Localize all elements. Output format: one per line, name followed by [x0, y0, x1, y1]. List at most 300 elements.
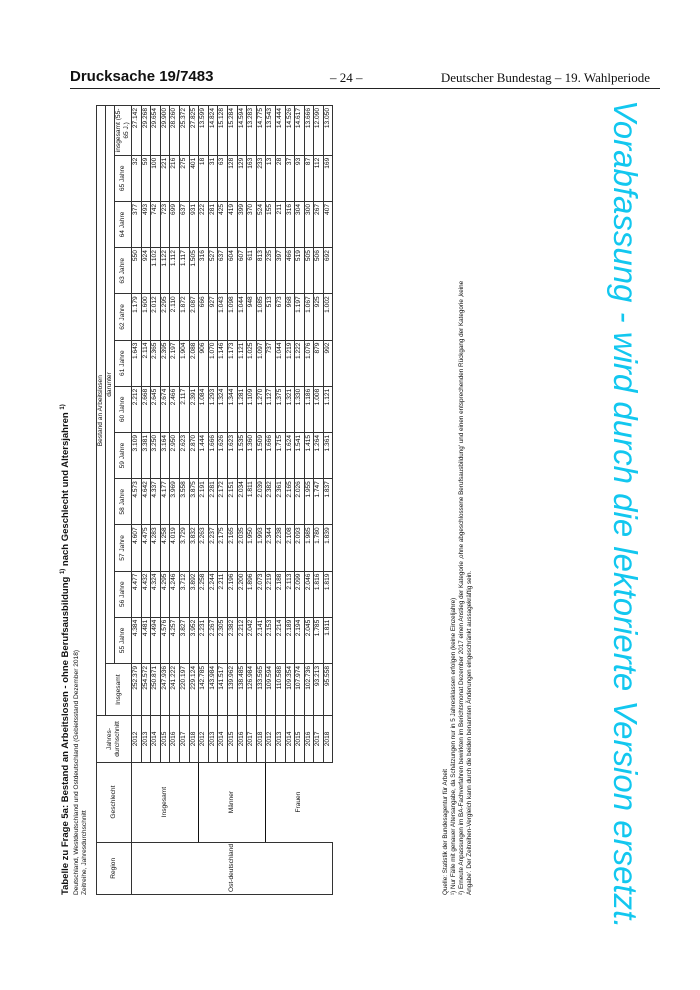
value-cell: 93.213: [314, 663, 324, 715]
table-row: [266, 106, 276, 895]
value-cell: 1.097: [256, 340, 266, 386]
value-cell: 14.775: [256, 106, 266, 156]
value-cell: 4.384: [132, 617, 142, 663]
value-cell: 1.044: [275, 340, 285, 386]
value-cell: 1.780: [314, 525, 324, 571]
value-cell: 742: [151, 201, 161, 247]
col-header-age: 64 Jahre: [115, 201, 132, 247]
col-header-age: 63 Jahre: [115, 248, 132, 294]
value-cell: 2.382: [227, 617, 237, 663]
value-cell: 27.825: [189, 106, 199, 156]
value-cell: 95.558: [323, 663, 333, 715]
document-number: [70, 68, 213, 85]
value-cell: 1.109: [247, 386, 257, 432]
value-cell: 2.237: [208, 525, 218, 571]
value-cell: 4.642: [141, 479, 151, 525]
value-cell: 12.090: [314, 106, 324, 156]
value-cell: 1.541: [295, 432, 305, 478]
value-cell: 1.623: [227, 432, 237, 478]
value-cell: 2.623: [179, 432, 189, 478]
value-cell: 1.950: [247, 525, 257, 571]
value-cell: 1.127: [266, 386, 276, 432]
value-cell: 1.025: [247, 340, 257, 386]
year-cell: 2018: [256, 716, 266, 762]
table-row: [132, 106, 142, 895]
value-cell: 3.832: [189, 525, 199, 571]
value-cell: 524: [256, 201, 266, 247]
value-cell: 1.839: [323, 525, 333, 571]
value-cell: 142.785: [199, 663, 209, 715]
value-cell: 14.824: [208, 106, 218, 156]
value-cell: 29.900: [160, 106, 170, 156]
year-cell: 2015: [227, 716, 237, 762]
value-cell: 425: [218, 201, 228, 247]
year-cell: 2012: [266, 716, 276, 762]
value-cell: 211: [275, 201, 285, 247]
value-cell: 2.238: [275, 525, 285, 571]
value-cell: 138.485: [237, 663, 247, 715]
value-cell: 32: [132, 155, 142, 201]
value-cell: 2.175: [218, 525, 228, 571]
value-cell: 931: [189, 201, 199, 247]
value-cell: 505: [304, 248, 314, 294]
value-cell: 316: [285, 201, 295, 247]
value-cell: 4.494: [151, 617, 161, 663]
value-cell: 3.250: [151, 432, 161, 478]
value-cell: 924: [141, 248, 151, 294]
value-cell: 2.200: [237, 571, 247, 617]
value-cell: 399: [237, 201, 247, 247]
value-cell: 1.505: [189, 248, 199, 294]
col-header-age: 58 Jahre: [115, 479, 132, 525]
value-cell: 109.594: [266, 663, 276, 715]
watermark: Vorabfassung - wird durch die lektorierte Version ersetzt.: [607, 100, 644, 929]
value-cell: 2.214: [275, 617, 285, 663]
col-header-age: 57 Jahre: [115, 525, 132, 571]
value-cell: 3.164: [160, 432, 170, 478]
value-cell: 4.324: [151, 571, 161, 617]
value-cell: 637: [179, 201, 189, 247]
value-cell: 15.284: [227, 106, 237, 156]
value-cell: 2.042: [247, 617, 257, 663]
value-cell: 221: [160, 155, 170, 201]
col-header-age: 62 Jahre: [115, 294, 132, 340]
gender-label: Männer: [199, 762, 266, 842]
year-cell: 2017: [314, 716, 324, 762]
value-cell: 927: [208, 294, 218, 340]
data-table: [96, 105, 333, 895]
value-cell: 1.084: [199, 386, 209, 432]
value-cell: 2.258: [199, 571, 209, 617]
value-cell: 27.142: [132, 106, 142, 156]
value-cell: 126.984: [247, 663, 257, 715]
value-cell: 879: [314, 340, 324, 386]
value-cell: 13.543: [266, 106, 276, 156]
value-cell: 493: [141, 201, 151, 247]
value-cell: 2.196: [227, 571, 237, 617]
value-cell: 1.415: [304, 432, 314, 478]
value-cell: 1.270: [256, 386, 266, 432]
value-cell: 1.117: [179, 248, 189, 294]
value-cell: 1.811: [323, 617, 333, 663]
value-cell: 1.375: [275, 386, 285, 432]
value-cell: 222: [199, 201, 209, 247]
year-cell: 2015: [160, 716, 170, 762]
year-cell: 2014: [151, 716, 161, 762]
value-cell: 2.113: [285, 571, 295, 617]
value-cell: 407: [323, 201, 333, 247]
value-cell: 220.197: [179, 663, 189, 715]
value-cell: 3.109: [132, 432, 142, 478]
value-cell: 2.365: [151, 340, 161, 386]
value-cell: 1.361: [323, 432, 333, 478]
value-cell: 2.087: [189, 294, 199, 340]
value-cell: 28: [275, 155, 285, 201]
value-cell: 133.565: [256, 663, 266, 715]
value-cell: 281: [208, 201, 218, 247]
value-cell: 1.197: [295, 294, 305, 340]
value-cell: 2.165: [227, 525, 237, 571]
value-cell: 666: [199, 294, 209, 340]
value-cell: 1.293: [208, 386, 218, 432]
value-cell: 1.624: [285, 432, 295, 478]
value-cell: 13.666: [304, 106, 314, 156]
value-cell: 1.102: [151, 248, 161, 294]
year-cell: 2017: [247, 716, 257, 762]
year-cell: 2016: [237, 716, 247, 762]
value-cell: 4.246: [170, 571, 180, 617]
value-cell: 141.517: [218, 663, 228, 715]
value-cell: 14.617: [295, 106, 305, 156]
value-cell: 2.153: [266, 617, 276, 663]
year-cell: 2018: [189, 716, 199, 762]
value-cell: 2.191: [199, 479, 209, 525]
value-cell: 2.219: [266, 571, 276, 617]
value-cell: 1.747: [314, 479, 324, 525]
value-cell: 1.173: [227, 340, 237, 386]
table-title: [60, 404, 71, 895]
value-cell: 1.219: [285, 340, 295, 386]
value-cell: 13.283: [247, 106, 257, 156]
value-cell: 235: [266, 248, 276, 294]
table-subtitle-1: Deutschland, Westdeutschland und Ostdeutschland (Gebietsstand Dezember 2018): [73, 649, 80, 895]
value-cell: 1.993: [256, 525, 266, 571]
value-cell: 29.654: [151, 106, 161, 156]
value-cell: 2.197: [170, 340, 180, 386]
value-cell: 637: [218, 248, 228, 294]
value-cell: 2.361: [275, 479, 285, 525]
footnote-1: ¹) Nur Fälle mit genauer Altersangabe, da Schätzungen nur in 5 Jahresklassen erfolgen (keine Einzeljahre): [450, 597, 457, 895]
year-cell: 2013: [275, 716, 285, 762]
value-cell: 3.827: [179, 617, 189, 663]
footnote-source: Quelle: Statistik der Bundesagentur für Arbeit: [442, 768, 449, 895]
value-cell: 59: [141, 155, 151, 201]
value-cell: 1.811: [247, 479, 257, 525]
value-cell: 2.267: [208, 617, 218, 663]
value-cell: 2.034: [237, 479, 247, 525]
value-cell: 3.875: [189, 479, 199, 525]
value-cell: 673: [275, 294, 285, 340]
value-cell: 397: [275, 248, 285, 294]
value-cell: 4.257: [170, 617, 180, 663]
col-header-insgesamt: Insgesamt: [106, 663, 132, 715]
value-cell: 513: [266, 294, 276, 340]
value-cell: 29.268: [141, 106, 151, 156]
value-cell: 2.151: [227, 479, 237, 525]
footnote-2: ²) Erneute Anpassungen im BA-Fachverfahren bewirkten im Berichtsmonat Dezember 2017 einen Anstieg der Kategorie ‚ohne abgeschlossene Berufsausbildung' und einen entsprechenden Rückgang der Kategorie ‚keine: [458, 280, 465, 895]
value-cell: 2.088: [189, 340, 199, 386]
year-cell: 2017: [179, 716, 189, 762]
value-cell: 2.114: [141, 340, 151, 386]
table-subtitle-2: Zeitreihe, Jahresdurchschnitt: [81, 810, 88, 895]
value-cell: 1.666: [266, 432, 276, 478]
value-cell: 1.264: [314, 432, 324, 478]
value-cell: 4.337: [151, 479, 161, 525]
value-cell: 267: [314, 201, 324, 247]
value-cell: 1.509: [256, 432, 266, 478]
value-cell: 1.330: [295, 386, 305, 432]
value-cell: 2.382: [266, 479, 276, 525]
value-cell: 2.870: [189, 432, 199, 478]
year-cell: 2018: [323, 716, 333, 762]
col-header-age: insgesamt (55-65 J.): [115, 106, 132, 156]
value-cell: 13: [266, 155, 276, 201]
value-cell: 4.295: [160, 571, 170, 617]
value-cell: 3.952: [189, 617, 199, 663]
value-cell: 2.645: [151, 386, 161, 432]
table-body: [132, 106, 333, 895]
value-cell: 604: [227, 248, 237, 294]
value-cell: 968: [285, 294, 295, 340]
value-cell: 2.012: [151, 294, 161, 340]
value-cell: 1.085: [256, 294, 266, 340]
value-cell: 2.466: [170, 386, 180, 432]
footnotes: [442, 105, 474, 895]
value-cell: 93: [295, 155, 305, 201]
value-cell: 723: [160, 201, 170, 247]
year-cell: 2012: [132, 716, 142, 762]
doc-label: Drucksache 19/: [70, 68, 181, 85]
value-cell: 2.073: [256, 571, 266, 617]
value-cell: 2.305: [218, 617, 228, 663]
value-cell: 1.985: [304, 525, 314, 571]
value-cell: 1.643: [132, 340, 142, 386]
value-cell: 2.108: [285, 525, 295, 571]
value-cell: 506: [314, 248, 324, 294]
value-cell: 2.950: [170, 432, 180, 478]
value-cell: 25.372: [179, 106, 189, 156]
value-cell: 2.110: [170, 294, 180, 340]
value-cell: 2.093: [295, 525, 305, 571]
value-cell: 28.260: [170, 106, 180, 156]
value-cell: 3.558: [179, 479, 189, 525]
region-label: Ost-deutschland: [132, 842, 333, 894]
value-cell: 401: [189, 155, 199, 201]
value-cell: 128: [227, 155, 237, 201]
gender-label: Frauen: [266, 762, 333, 842]
value-cell: 3.381: [141, 432, 151, 478]
value-cell: 1.872: [179, 294, 189, 340]
value-cell: 2.189: [285, 617, 295, 663]
value-cell: 1.816: [314, 571, 324, 617]
value-cell: 13.599: [199, 106, 209, 156]
year-cell: 2016: [170, 716, 180, 762]
value-cell: 1.360: [247, 432, 257, 478]
year-cell: 2013: [208, 716, 218, 762]
value-cell: 3.969: [170, 479, 180, 525]
value-cell: 2.263: [199, 525, 209, 571]
col-header-age: 65 Jahre: [115, 155, 132, 201]
value-cell: 1.098: [227, 294, 237, 340]
value-cell: 4.177: [160, 479, 170, 525]
value-cell: 13.050: [323, 106, 333, 156]
value-cell: 2.212: [132, 386, 142, 432]
value-cell: 1.122: [160, 248, 170, 294]
value-cell: 1.044: [237, 294, 247, 340]
value-cell: 1.955: [304, 479, 314, 525]
value-cell: 2.188: [275, 571, 285, 617]
value-cell: 466: [285, 248, 295, 294]
value-cell: 1.715: [275, 432, 285, 478]
value-cell: 1.179: [132, 294, 142, 340]
value-cell: 1.067: [304, 294, 314, 340]
col-header-bestand: Bestand an Arbeitslosen: [97, 106, 106, 716]
value-cell: 216: [170, 155, 180, 201]
value-cell: 4.432: [141, 571, 151, 617]
value-cell: 241.222: [170, 663, 180, 715]
value-cell: 2.046: [304, 571, 314, 617]
value-cell: 4.481: [141, 617, 151, 663]
value-cell: 4.573: [132, 479, 142, 525]
value-cell: 1.535: [237, 432, 247, 478]
value-cell: 4.477: [132, 571, 142, 617]
value-cell: 1.186: [304, 386, 314, 432]
value-cell: 3.712: [179, 571, 189, 617]
rotated-table-block: [60, 105, 490, 895]
value-cell: 2.039: [256, 479, 266, 525]
value-cell: 2.212: [237, 617, 247, 663]
value-cell: 1.146: [218, 340, 228, 386]
value-cell: 550: [132, 248, 142, 294]
value-cell: 1.785: [314, 617, 324, 663]
value-cell: 1.121: [323, 386, 333, 432]
col-header-age: 55 Jahre: [115, 617, 132, 663]
value-cell: 2.344: [266, 525, 276, 571]
value-cell: 1.008: [314, 386, 324, 432]
value-cell: 2.674: [160, 386, 170, 432]
value-cell: 247.936: [160, 663, 170, 715]
value-cell: 1.324: [218, 386, 228, 432]
value-cell: 15.128: [218, 106, 228, 156]
year-cell: 2013: [141, 716, 151, 762]
value-cell: 250.871: [151, 663, 161, 715]
value-cell: 31: [208, 155, 218, 201]
value-cell: 992: [323, 340, 333, 386]
value-cell: 419: [227, 201, 237, 247]
value-cell: 370: [247, 201, 257, 247]
col-header-geschlecht: Geschlecht: [97, 762, 132, 842]
year-cell: 2014: [218, 716, 228, 762]
value-cell: 63: [218, 155, 228, 201]
value-cell: 1.344: [227, 386, 237, 432]
value-cell: 1.076: [304, 340, 314, 386]
value-cell: 1.043: [218, 294, 228, 340]
value-cell: 4.258: [160, 525, 170, 571]
value-cell: 1.896: [247, 571, 257, 617]
value-cell: 316: [199, 248, 209, 294]
value-cell: 2.035: [237, 525, 247, 571]
value-cell: 18: [199, 155, 209, 201]
value-cell: 607: [237, 248, 247, 294]
value-cell: 699: [170, 201, 180, 247]
title-footnote: 1): [60, 568, 66, 575]
value-cell: 1.600: [141, 294, 151, 340]
value-cell: 377: [132, 201, 142, 247]
value-cell: 169: [323, 155, 333, 201]
value-cell: 109.354: [285, 663, 295, 715]
value-cell: 2.141: [256, 617, 266, 663]
value-cell: 139.962: [227, 663, 237, 715]
value-cell: 2.231: [199, 617, 209, 663]
parliament-header: Deutscher Bundestag – 19. Wahlperiode: [440, 70, 650, 85]
value-cell: 143.984: [208, 663, 218, 715]
value-cell: 2.281: [208, 479, 218, 525]
value-cell: 2.194: [295, 617, 305, 663]
value-cell: 1.666: [208, 432, 218, 478]
value-cell: 1.070: [208, 340, 218, 386]
title-footnote-2: 1): [60, 404, 66, 410]
year-cell: 2016: [304, 716, 314, 762]
value-cell: 129: [237, 155, 247, 201]
value-cell: 2.668: [141, 386, 151, 432]
value-cell: 229.124: [189, 663, 199, 715]
value-cell: 304: [295, 201, 305, 247]
value-cell: 737: [266, 340, 276, 386]
col-header-age: 61 Jahre: [115, 340, 132, 386]
value-cell: 1.819: [323, 571, 333, 617]
gender-label: Insgesamt: [132, 762, 199, 842]
value-cell: 2.172: [218, 479, 228, 525]
value-cell: 102.736: [304, 663, 314, 715]
value-cell: 107.974: [295, 663, 305, 715]
header-rule: [70, 88, 660, 89]
doc-number: 7483: [180, 68, 214, 85]
page-number: – 24 –: [330, 70, 363, 85]
value-cell: 1.444: [199, 432, 209, 478]
value-cell: 692: [323, 248, 333, 294]
value-cell: 163: [247, 155, 257, 201]
col-header-darunter: darunter: [106, 106, 115, 664]
value-cell: 1.837: [323, 479, 333, 525]
value-cell: 1.121: [237, 340, 247, 386]
value-cell: 906: [199, 340, 209, 386]
table-title-text: Tabelle zu Frage 5a: Bestand an Arbeitslosen - ohne Berufsausbildung: [60, 576, 72, 895]
col-header-age: 59 Jahre: [115, 432, 132, 478]
value-cell: 1.281: [237, 386, 247, 432]
value-cell: 4.607: [132, 525, 142, 571]
value-cell: 2.395: [160, 340, 170, 386]
year-cell: 2014: [285, 716, 295, 762]
value-cell: 611: [247, 248, 257, 294]
value-cell: 2.165: [285, 479, 295, 525]
value-cell: 4.576: [160, 617, 170, 663]
value-cell: 14.594: [237, 106, 247, 156]
year-cell: 2012: [199, 716, 209, 762]
year-cell: 2015: [295, 716, 305, 762]
value-cell: 87: [304, 155, 314, 201]
value-cell: 3.729: [179, 525, 189, 571]
value-cell: 14.444: [275, 106, 285, 156]
